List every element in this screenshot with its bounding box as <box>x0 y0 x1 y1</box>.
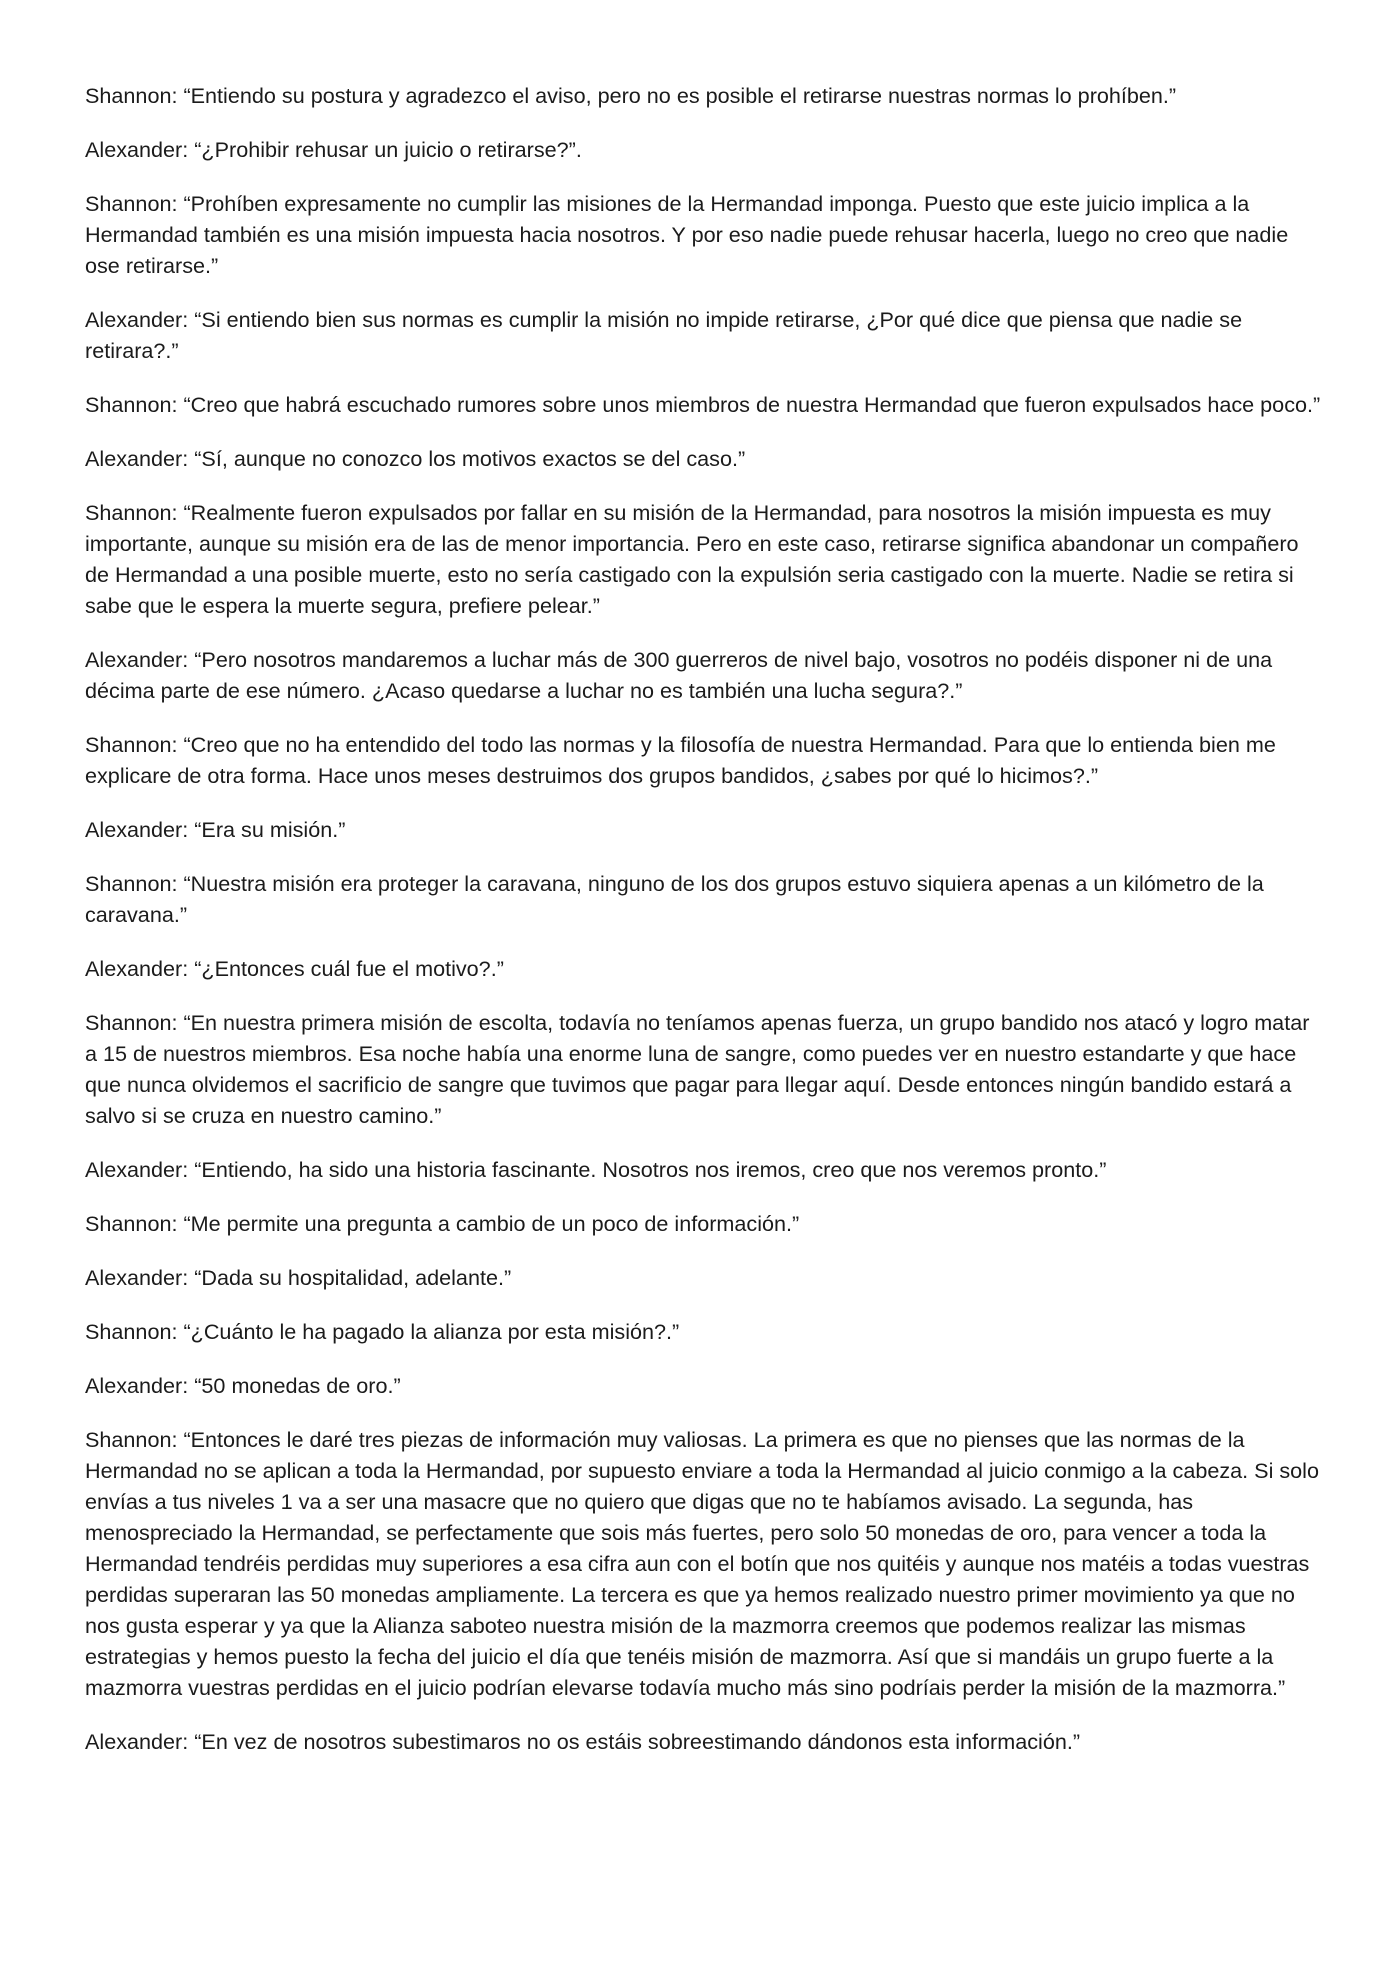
dialogue-paragraph: Shannon: “¿Cuánto le ha pagado la alianza por esta misión?.” <box>85 1319 680 1344</box>
dialogue-paragraph: Alexander: “Entiendo, ha sido una historia fascinante. Nosotros nos iremos, creo que nos veremos pronto.” <box>85 1157 1107 1182</box>
dialogue-paragraph: Alexander: “Pero nosotros mandaremos a luchar más de 300 guerreros de nivel bajo, vosotros no podéis disponer ni de una décima parte de ese número. ¿Acaso quedarse a luchar no es también una lucha segura?.” <box>85 647 1273 703</box>
document-page <box>85 80 1325 1780</box>
dialogue-paragraph: Shannon: “Prohíben expresamente no cumplir las misiones de la Hermandad imponga. Puesto que este juicio implica a la Hermandad también es una misión impuesta hacia nosotros. Y por eso nadie puede rehusar hacerla, luego no creo que nadie ose retirarse.” <box>85 191 1289 278</box>
dialogue-paragraph: Alexander: “50 monedas de oro.” <box>85 1373 401 1398</box>
dialogue-paragraph: Shannon: “Creo que no ha entendido del todo las normas y la filosofía de nuestra Hermandad. Para que lo entienda bien me explicare de otra forma. Hace unos meses destruimos dos grupos bandidos, ¿sabes por qué lo hicimos?.” <box>85 732 1276 788</box>
dialogue-paragraph: Shannon: “Realmente fueron expulsados por fallar en su misión de la Hermandad, para nosotros la misión impuesta es muy importante, aunque su misión era de las de menor importancia. Pero en este caso, retirarse significa abandonar un compañero de Hermandad a una posible muerte, esto no sería castigado con la expulsión seria castigado con la muerte. Nadie se retira si sabe que le espera la muerte segura, prefiere pelear.” <box>85 500 1299 618</box>
dialogue-paragraph: Shannon: “Entiendo su postura y agradezco el aviso, pero no es posible el retirarse nuestras normas lo prohíben.” <box>85 83 1177 108</box>
dialogue-paragraph: Alexander: “Sí, aunque no conozco los motivos exactos se del caso.” <box>85 446 746 471</box>
dialogue-paragraph: Alexander: “Era su misión.” <box>85 817 346 842</box>
dialogue-paragraph: Alexander: “¿Prohibir rehusar un juicio o retirarse?”. <box>85 137 582 162</box>
dialogue-paragraph: Alexander: “Si entiendo bien sus normas es cumplir la misión no impide retirarse, ¿Por qué dice que piensa que nadie se retirara?.” <box>85 307 1243 363</box>
dialogue-paragraph: Shannon: “Nuestra misión era proteger la caravana, ninguno de los dos grupos estuvo siquiera apenas a un kilómetro de la caravana.” <box>85 871 1264 927</box>
dialogue-paragraph: Alexander: “¿Entonces cuál fue el motivo?.” <box>85 956 504 981</box>
dialogue-paragraph: Shannon: “Entonces le daré tres piezas de información muy valiosas. La primera es que no pienses que las normas de la Hermandad no se aplican a toda la Hermandad, por supuesto enviare a toda la Hermandad al juicio conmigo a la cabeza. Si solo envías a tus niveles 1 va a ser una masacre que no quiero que digas que no te habíamos avisado. La segunda, has menospreciado la Hermandad, se perfectamente que sois más fuertes, pero solo 50 monedas de oro, para vencer a toda la Hermandad tendréis perdidas muy superiores a esa cifra aun con el botín que nos quitéis y aunque nos matéis a todas vuestras perdidas superaran las 50 monedas ampliamente. La tercera es que ya hemos realizado nuestro primer movimiento ya que no nos gusta esperar y ya que la Alianza saboteo nuestra misión de la mazmorra creemos que podemos realizar las mismas estrategias y hemos puesto la fecha del juicio el día que tenéis misión de mazmorra. Así que si mandáis un grupo fuerte a la mazmorra vuestras perdidas en el juicio podrían elevarse todavía mucho más sino podríais perder la misión de la mazmorra.” <box>85 1427 1319 1700</box>
dialogue-paragraph: Shannon: “Creo que habrá escuchado rumores sobre unos miembros de nuestra Hermandad que fueron expulsados hace poco.” <box>85 392 1321 417</box>
dialogue-paragraph: Alexander: “Dada su hospitalidad, adelante.” <box>85 1265 512 1290</box>
dialogue-paragraph: Alexander: “En vez de nosotros subestimaros no os estáis sobreestimando dándonos esta información.” <box>85 1729 1081 1754</box>
dialogue-paragraph: Shannon: “Me permite una pregunta a cambio de un poco de información.” <box>85 1211 800 1236</box>
dialogue-paragraph: Shannon: “En nuestra primera misión de escolta, todavía no teníamos apenas fuerza, un grupo bandido nos atacó y logro matar a 15 de nuestros miembros. Esa noche había una enorme luna de sangre, como puedes ver en nuestro estandarte y que hace que nunca olvidemos el sacrificio de sangre que tuvimos que pagar para llegar aquí. Desde entonces ningún bandido estará a salvo si se cruza en nuestro camino.” <box>85 1010 1310 1128</box>
